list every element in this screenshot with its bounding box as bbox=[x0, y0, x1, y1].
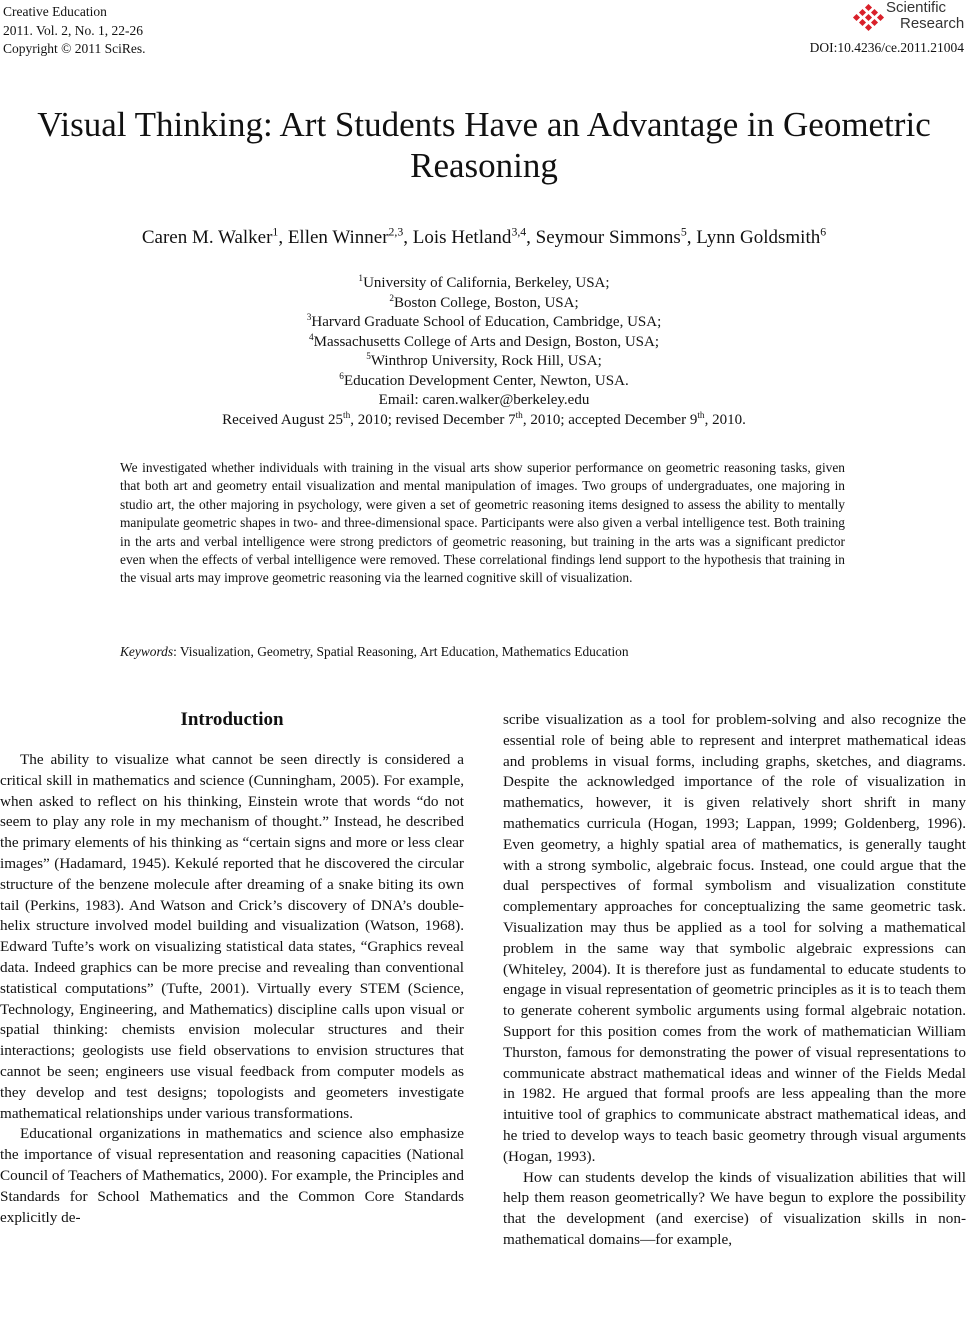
intro-paragraph-2-part-2 bbox=[503, 710, 966, 1168]
accepted-text: , 2010; accepted December 9 bbox=[522, 411, 698, 428]
intro-paragraph-3: How can students develop the kinds of visualization abilities that will help them reason geometrically? We have begun to explore the possibility that the development (and exercise) of visualization skills in non-mathematical domains—for example, bbox=[503, 1168, 966, 1248]
keywords-list: : Visualization, Geometry, Spatial Reasoning, Art Education, Mathematics Education bbox=[173, 644, 629, 659]
copyright-line: Copyright © 2011 SciRes. bbox=[3, 41, 146, 56]
author-name: Ellen Winner bbox=[287, 227, 389, 248]
affiliation-sup: 5 bbox=[366, 352, 371, 362]
keywords-label: Keywords bbox=[120, 644, 174, 659]
paper-title: Visual Thinking: Art Students Have an Advantage in Geometric Reasoning bbox=[37, 105, 931, 185]
affiliation-line bbox=[0, 294, 968, 314]
publisher-logo bbox=[852, 0, 965, 38]
affiliation-sup: 1 bbox=[358, 274, 364, 284]
received-year: , 2010. bbox=[704, 411, 746, 428]
keywords bbox=[120, 643, 845, 661]
intro-paragraph-2-part-1 bbox=[0, 1124, 464, 1228]
affiliation-text: Education Development Center, Newton, USA. bbox=[343, 372, 629, 389]
revised-text: , 2010; revised December 7 bbox=[350, 411, 516, 428]
author-affil-sup: 2,3 bbox=[388, 225, 404, 239]
affiliations bbox=[0, 274, 968, 430]
abstract: We investigated whether individuals with training in the visual arts show superior performance on geometric reasoning tasks, given that both art and geometry entail visualization and mental manipulation of images. Two groups of undergraduates, one majoring in studio art, the other majoring in psychology, were given a set of geometric reasoning items designed to assess the ability to mentally manipulate geometric shapes in two- and three-dimensional space. Participants were also given a verbal intelligence test. Both training in the arts and verbal intelligence were strong predictors of geometric reasoning, but training in the arts was a significant predictor even when the effects of verbal intelligence were removed. These correlational findings lend support to the hypothesis that training in the visual arts may improve geometric reasoning via the learned cognitive skill of visualization. bbox=[120, 460, 845, 586]
intro-paragraph-1: The ability to visualize what cannot be seen directly is considered a critical skill in mathematics and science (Cunningham, 2005). For example, when asked to reflect on his thinking, Einstein wrote that words “do not seem to play any role in my mechanism of thought.” Instead, he described the primary elements of his thinking as “certain signs and more or less clear images” (Hadamard, 1945). Kekulé reported that he discovered the circular structure of the benzene molecule after dreaming of a snake biting its own tail (Perkins, 1983). And Watson and Crick’s discovery of DNA’s double-helix structure involved model building and visualization (Watson, 1968). Edward Tufte’s work on visualizing statistical data states, “Graphics reveal data. Indeed graphics can be more precise and revealing than conventional statistical computations” (Tufte, 2001). Virtually every STEM (Science, Technology, Engineering, and Mathematics) discipline calls upon visual or spatial thinking: chemists envision molecular structures and their interactions; geologists use field observations to envision structures that cannot be seen; engineers use visual feedback from computer models as they develop and test designs; topologists and geometers investigate mathematical relationships under various transformations. bbox=[0, 751, 464, 1122]
author-list: Caren M. Walker$^1$, Ellen Winner$^{2,3}$, Lois Hetland$^{3,4}$, Seymour Simmons$^5$, Lynn Goldsmith$^6$ bbox=[141, 225, 827, 248]
affiliation-sup: 4 bbox=[308, 332, 314, 343]
author-name: Caren M. Walker bbox=[141, 227, 273, 248]
author-name: Lois Hetland bbox=[412, 227, 512, 248]
affiliation-line bbox=[0, 313, 968, 333]
affiliation-line bbox=[0, 274, 968, 294]
author-affil-sup: 5 bbox=[680, 225, 687, 239]
affiliation-line bbox=[0, 333, 968, 353]
ordinal-sup: th bbox=[697, 410, 705, 421]
affiliation-text: Massachusetts College of Arts and Design, Boston, USA; bbox=[313, 333, 660, 350]
ordinal-sup: th bbox=[515, 410, 523, 421]
body-column-left bbox=[0, 750, 464, 1228]
scientific-research-logo-icon bbox=[852, 4, 886, 34]
logo-text bbox=[886, 0, 964, 32]
affiliation-sup: 3 bbox=[306, 313, 312, 323]
ordinal-sup: th bbox=[343, 410, 351, 421]
author-affil-sup: 1 bbox=[272, 225, 279, 239]
affiliation-text: Winthrop University, Rock Hill, USA; bbox=[370, 353, 602, 369]
author-affil-sup: 6 bbox=[820, 225, 827, 239]
author-name: Seymour Simmons bbox=[535, 227, 681, 248]
author-name: Lynn Goldsmith bbox=[696, 227, 821, 248]
received-dates bbox=[0, 411, 968, 431]
body-column-right bbox=[503, 710, 966, 1251]
running-header bbox=[3, 3, 146, 59]
journal-volume: 2011. Vol. 2, No. 1, 22-26 bbox=[3, 22, 144, 38]
affiliation-text: Harvard Graduate School of Education, Cambridge, USA; bbox=[311, 314, 662, 330]
affiliation-text: Boston College, Boston, USA; bbox=[394, 294, 579, 311]
affiliation-line bbox=[0, 352, 968, 372]
affiliation-text: University of California, Berkeley, USA; bbox=[363, 275, 610, 291]
intro-paragraph-2-continued: scribe visualization as a tool for problem-solving and also recognize the essential role of being able to represent and interpret mathematical ideas and problems in visual forms, including graphs, sketches, and diagrams. Despite the acknowledged importance of the role of visualization in mathematics, however, it is given relatively short shrift in many mathematics curricula (Hogan, 1993; Lappan, 1999; Goldenberg, 1996). Even geometry, a highly spatial area of mathematics, is generally taught with a strong symbolic, algebraic focus. Instead, one could argue that the dual perspectives of formal symbolism and visualization constitute complementary approaches for conceptualizing the same geometric task. Visualization may thus be applied as a tool for solving a mathematical problem in the same way that symbolic algebraic expressions can (Whiteley, 2004). It is therefore just as fundamental to educate students to engage in visual representation of geometric principles as it is to teach them to generate coherent symbolic arguments using formal algebraic notation. Support for this position comes from the work of mathematician William Thurston, famous for demonstrating the power of visual representations to communicate abstract mathematical ideas and winner of the Fields Medal in 1982. He argued that formal proofs are less appealing than the more intuitive tool of graphics to communicate abstract mathematical ideas, and he tried to develop ways to teach basic geometry through visual arguments (Hogan, 1993). bbox=[503, 711, 966, 1165]
author-affil-sup: 3,4 bbox=[511, 225, 527, 239]
affiliation-sup: 6 bbox=[339, 371, 344, 382]
email: Email: caren.walker@berkeley.edu bbox=[378, 392, 590, 408]
doi: DOI:10.4236/ce.2011.21004 bbox=[809, 40, 964, 55]
affiliation-sup: 2 bbox=[389, 293, 395, 304]
logo-line-1: Scientific bbox=[886, 0, 947, 16]
section-heading-introduction: Introduction bbox=[180, 709, 284, 730]
received-text: Received August 25 bbox=[222, 411, 343, 428]
logo-line-2: Research bbox=[900, 15, 965, 32]
intro-paragraph-2-text: Educational organizations in mathematics and science also emphasize the importance of visual representation and reasoning capacities (National Council of Teachers of Mathematics, 2000). For example, the Principles and Standards for School Mathematics and the Common Core Standards explicitly de- bbox=[0, 1125, 464, 1226]
affiliation-line bbox=[0, 372, 968, 392]
journal-name: Creative Education bbox=[3, 4, 107, 19]
